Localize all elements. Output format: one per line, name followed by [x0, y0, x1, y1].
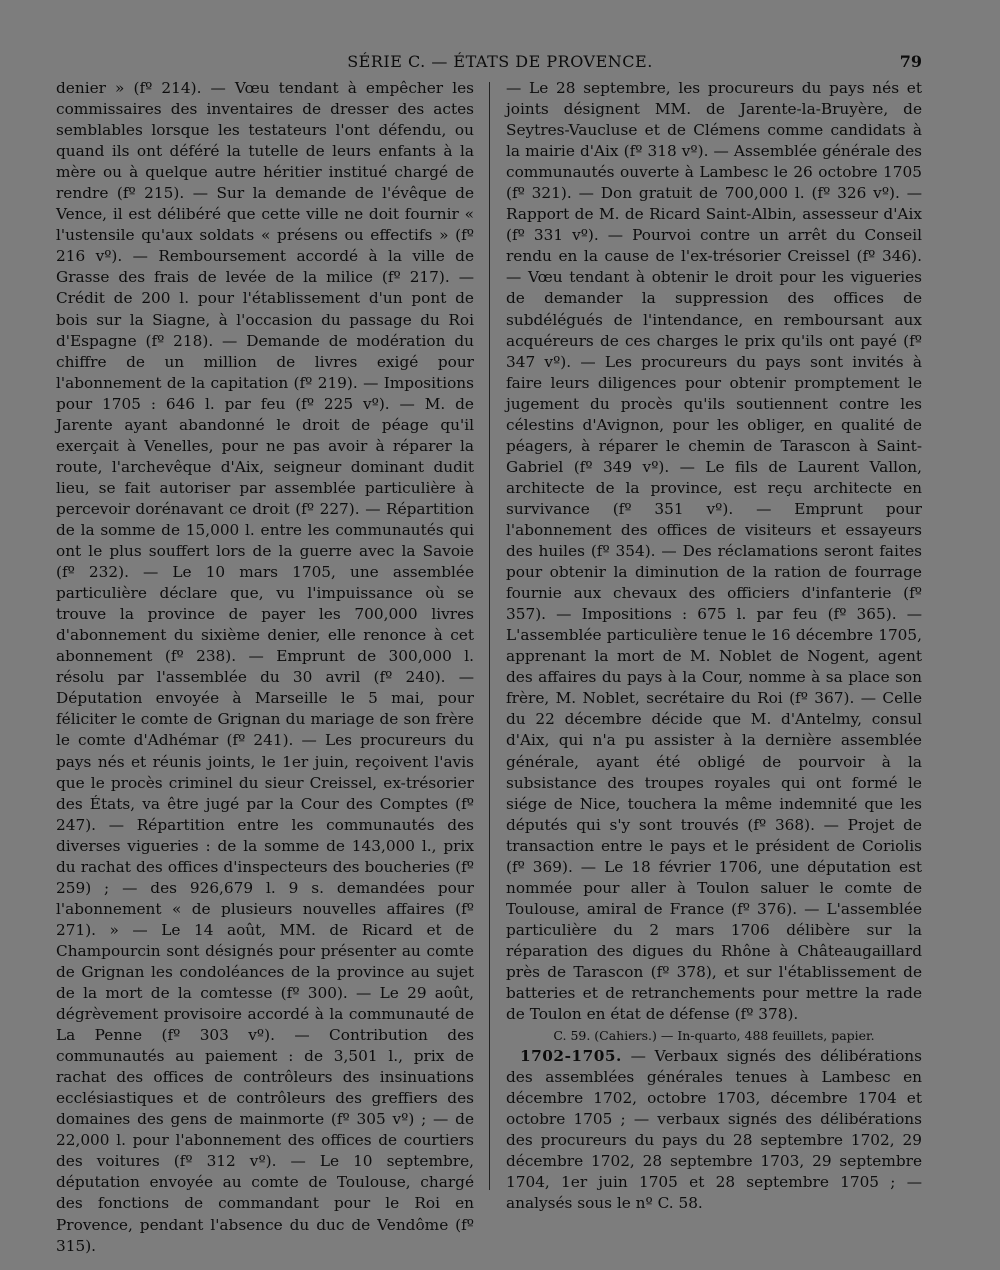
column-divider: [489, 82, 490, 1190]
page-header: [0, 50, 1000, 80]
entry-date: 1702-1705.: [520, 1047, 622, 1066]
page-number: 79: [899, 52, 922, 71]
right-column: [506, 78, 922, 1215]
archive-entry: [506, 1046, 922, 1214]
left-column-text: denier » (fº 214). — Vœu tendant à empêcher les commissaires des inventaires de dresser des actes semblables lorsque les testateurs l'ont défendu, ou quand ils ont déféré la tutelle de leurs enfants à la mère ou à quelque autre héritier institué chargé de rendre (fº 215). — Sur la demande de l'évêque de Vence, il est délibéré que cette ville ne doit fournir « l'ustensile qu'aux soldats « présens ou effectifs » (fº 216 vº). — Remboursement accordé à la ville de Grasse des frais de levée de la milice (fº 217). — Crédit de 200 l. pour l'établissement d'un pont de bois sur la Siagne, à l'occasion du passage du Roi d'Espagne (fº 218). — Demande de modération du chiffre de un million de livres exigé pour l'abonnement de la capitation (fº 219). — Impositions pour 1705 : 646 l. par feu (fº 225 vº). — M. de Jarente ayant abandonné le droit de péage qu'il exerçait à Venelles, pour ne pas avoir à réparer la route, l'archevêque d'Aix, seigneur dominant dudit lieu, se fait autoriser par assemblée particulière à percevoir dorénavant ce droit (fº 227). — Répartition de la somme de 15,000 l. entre les communautés qui ont le plus souffert lors de la guerre avec la Savoie (fº 232). — Le 10 mars 1705, une assemblée particulière déclare que, vu l'impuissance où se trouve la province de payer les 700,000 livres d'abonnement du sixième denier, elle renonce à cet abonnement (fº 238). — Emprunt de 300,000 l. résolu par l'assemblée du 30 avril (fº 240). — Députation envoyée à Marseille le 5 mai, pour féliciter le comte de Grignan du mariage de son frère le comte d'Adhémar (fº 241). — Les procureurs du pays nés et réunis joints, le 1er juin, reçoivent l'avis que le procès criminel du sieur Creissel, ex-trésorier des États, va être jugé par la Cour des Comptes (fº 247). — Répartition entre les communautés des diverses vigueries : de la somme de 143,000 l., prix du rachat des offices d'inspecteurs des boucheries (fº 259) ; — des 926,679 l. 9 s. demandées pour l'abonnement « de plusieurs nouvelles affaires (fº 271). » — Le 14 août, MM. de Ricard et de Champourcin sont désignés pour présenter au comte de Grignan les condoléances de la province au sujet de la mort de la comtesse (fº 300). — Le 29 août, dégrèvement provisoire accordé à la communauté de La Penne (fº 303 vº). — Contribution des communautés au paiement : de 3,501 l., prix de rachat des offices de contrôleurs des insinuations ecclésiastiques et de contrôleurs des greffiers des domaines des gens de mainmorte (fº 305 vº) ; — de 22,000 l. pour l'abonnement des offices de courtiers des voitures (fº 312 vº). — Le 10 septembre, députation envoyée au comte de Toulouse, chargé des fonctions de commandant pour le Roi en Provence, pendant l'absence du duc de Vendôme (fº 315).: [56, 79, 474, 1255]
shelfmark: C. 59. (Cahiers.) — In-quarto, 488 feuillets, papier.: [553, 1028, 875, 1044]
right-column-text: — Le 28 septembre, les procureurs du pays nés et joints désignent MM. de Jarente-la-Bruyère, de Seytres-Vaucluse et de Clémens comme candidats à la mairie d'Aix (fº 318 vº). — Assemblée générale des communautés ouverte à Lambesc le 26 octobre 1705 (fº 321). — Don gratuit de 700,000 l. (fº 326 vº). — Rapport de M. de Ricard Saint-Albin, assesseur d'Aix (fº 331 vº). — Pourvoi contre un arrêt du Conseil rendu en la cause de l'ex-trésorier Creissel (fº 346). — Vœu tendant à obtenir le droit pour les vigueries de demander la suppression des offices de subdélégués de l'intendance, en remboursant aux acquéreurs de ces charges le prix qu'ils ont payé (fº 347 vº). — Les procureurs du pays sont invités à faire leurs diligences pour obtenir promptement le jugement du procès qu'ils soutiennent contre les célestins d'Avignon, pour les obliger, en qualité de péagers, à réparer le chemin de Tarascon à Saint-Gabriel (fº 349 vº). — Le fils de Laurent Vallon, architecte de la province, est reçu architecte en survivance (fº 351 vº). — Emprunt pour l'abonnement des offices de visiteurs et essayeurs des huiles (fº 354). — Des réclamations seront faites pour obtenir la diminution de la ration de fourrage fournie aux chevaux des officiers d'infanterie (fº 357). — Impositions : 675 l. par feu (fº 365). — L'assemblée particulière tenue le 16 décembre 1705, apprenant la mort de M. Noblet de Nogent, agent des affaires du pays à la Cour, nomme à sa place son frère, M. Noblet, secrétaire du Roi (fº 367). — Celle du 22 décembre décide que M. d'Antelmy, consul d'Aix, qui n'a pu assister à la dernière assemblée générale, ayant été obligé de pourvoir à la subsistance des troupes royales qui ont formé le siége de Nice, touchera la même indemnité que les députés qui s'y sont trouvés (fº 368). — Projet de transaction entre le pays et le président de Coriolis (fº 369). — Le 18 février 1706, une députation est nommée pour aller à Toulon saluer le comte de Toulouse, amiral de France (fº 376). — L'assemblée particulière du 2 mars 1706 délibère sur la réparation des digues du Rhône à Châteaugaillard près de Tarascon (fº 378), et sur l'établissement de batteries et de retranchements pour mettre la rade de Toulon en état de défense (fº 378).: [506, 79, 922, 1024]
page-title: SÉRIE C. — ÉTATS DE PROVENCE.: [347, 52, 653, 71]
left-column: [56, 78, 474, 1257]
entry-text: — Verbaux signés des délibérations des assemblées générales tenues à Lambesc en décembre 1702, octobre 1703, décembre 1704 et octobre 1705 ; — verbaux signés des délibérations des procureurs du pays du 28 septembre 1702, 29 décembre 1702, 28 septembre 1703, 29 septembre 1704, 1er juin 1705 et 28 septembre 1705 ; — analysés sous le nº C. 58.: [506, 1047, 922, 1213]
